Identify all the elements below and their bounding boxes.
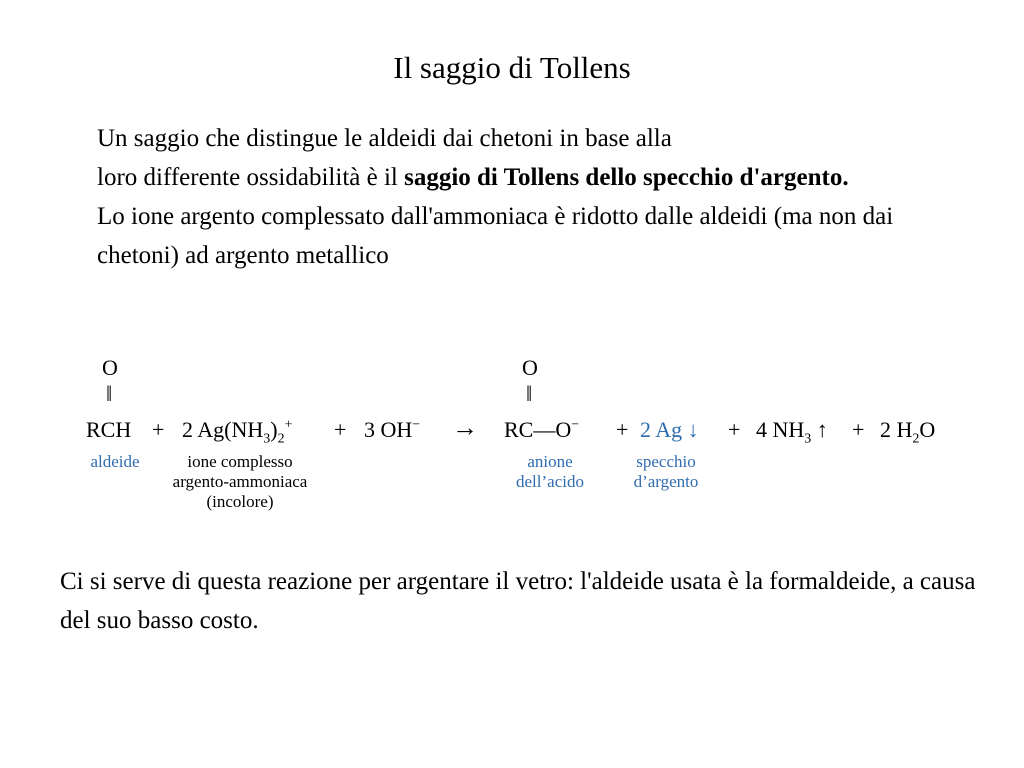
plus-sign-2: + (334, 417, 347, 442)
label-aldeide: aldeide (90, 452, 140, 471)
carboxylate-double-bond: ‖ (526, 381, 533, 406)
ammonia: 4 $NH_3$ ↑ (756, 417, 828, 447)
carboxylate-formula: RC—O− (504, 417, 580, 442)
closing-paragraph: Ci si serve di questa reazione per argentare il vetro: l'aldeide usata è la formaldeide, a causa del suo basso costo. (60, 568, 976, 634)
aldehyde-oxygen: O (102, 355, 118, 380)
silver-complex: 2 $Ag(NH_3)_2^+$ (182, 417, 293, 447)
label-specchio: specchio d’argento (633, 452, 699, 491)
aldehyde-double-bond: ‖ (106, 381, 113, 406)
carboxylate-oxygen: O (522, 355, 538, 380)
reaction-equation (80, 356, 960, 526)
intro-paragraph (97, 119, 927, 275)
reaction-arrow-icon: → (452, 413, 478, 442)
plus-sign-5: + (852, 417, 865, 442)
label-ione-complesso: ione complesso argento-ammoniaca (incolore) (172, 452, 308, 511)
plus-sign-4: + (728, 417, 741, 442)
plus-sign-3: + (616, 417, 629, 442)
aldehyde-formula: RCH (86, 417, 132, 442)
water: 2 $H_2O$ (880, 417, 936, 447)
label-anione: anione dell’acido (516, 452, 584, 491)
intro-line-2: loro differente ossidabilità è il (97, 164, 405, 191)
intro-line-1: Un saggio che distingue le aldeidi dai chetoni in base alla (97, 125, 672, 152)
silver-product: 2 Ag ↓ (640, 417, 699, 442)
plus-sign-1: + (152, 417, 165, 442)
intro-bold-term: saggio di Tollens dello specchio d'argento. (404, 164, 849, 191)
intro-line-3: Lo ione argento complessato dall'ammoniaca è ridotto dalle aldeidi (ma non dai chetoni) ad argento metallico (97, 203, 894, 269)
hydroxide: 3 OH− (364, 417, 421, 442)
page-title: Il saggio di Tollens (393, 50, 631, 85)
